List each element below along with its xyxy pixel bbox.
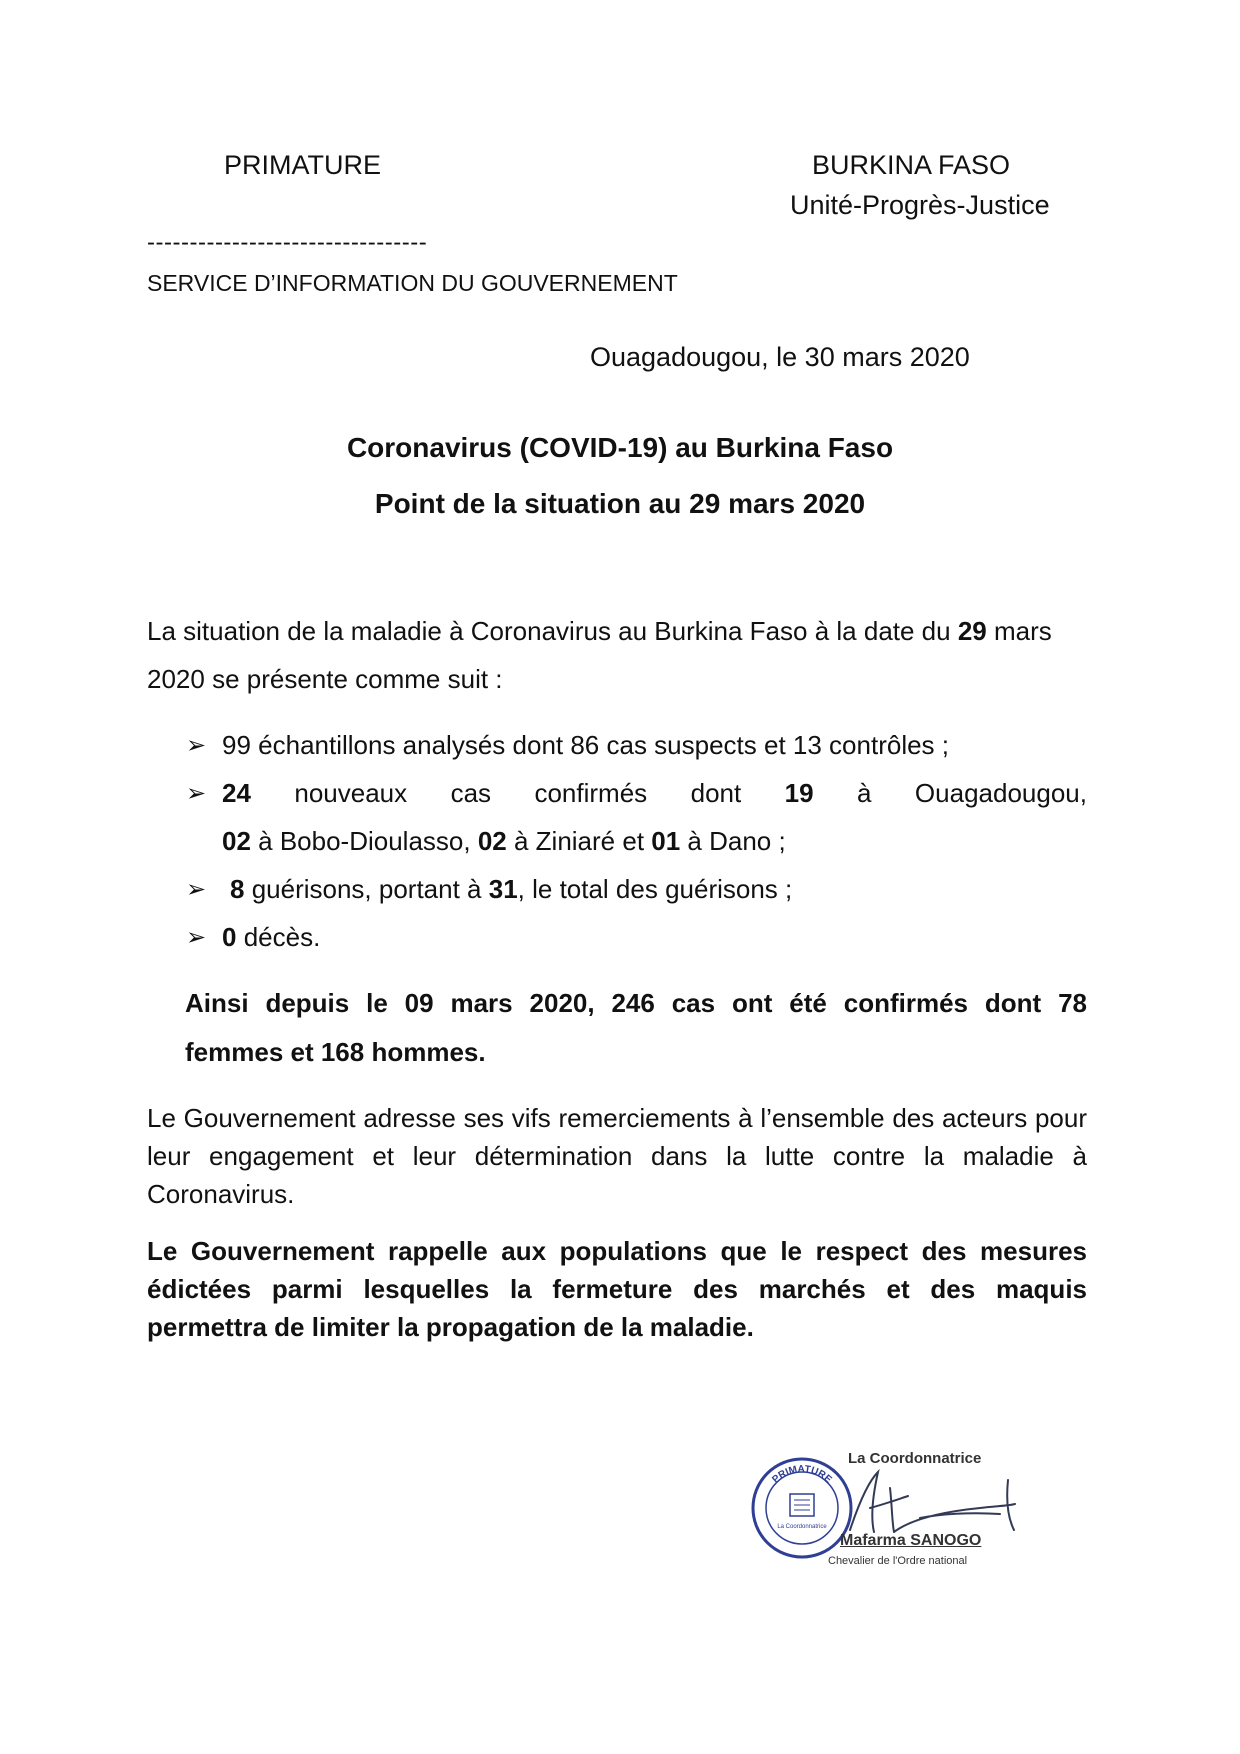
bullet-deaths xyxy=(222,922,320,953)
reminder-line-3: permettra de limiter la propagation de la maladie. xyxy=(147,1312,754,1342)
bullet-word: nouveaux xyxy=(294,778,408,808)
deaths-count: 0 xyxy=(222,922,237,952)
date-line: Ouagadougou, le 30 mars 2020 xyxy=(590,342,970,372)
recoveries-total: 31 xyxy=(488,874,518,904)
intro-line-1 xyxy=(147,616,1087,647)
service-name: SERVICE D’INFORMATION DU GOUVERNEMENT xyxy=(147,270,678,296)
bullet-recoveries xyxy=(230,874,792,905)
thanks-line-3: Coronavirus. xyxy=(147,1179,295,1209)
bobo-cases-count: 02 xyxy=(222,826,251,856)
bullet-new-cases-line-1 xyxy=(222,778,1087,809)
bullet-arrow-icon: ➢ xyxy=(186,924,207,951)
signatory-name: Mafarma SANOGO xyxy=(840,1532,982,1549)
bullet-samples: 99 échantillons analysés dont 86 cas suspects et 13 contrôles ; xyxy=(222,730,949,760)
bullet-new-cases-line-2 xyxy=(222,826,786,857)
thanks-line-2: leur engagement et leur détermination dans la lutte contre la maladie à xyxy=(147,1141,1087,1171)
svg-text:PRIMATURE xyxy=(770,1464,834,1486)
summary-line-2: femmes et 168 hommes. xyxy=(185,1037,486,1067)
signature-block xyxy=(740,1440,1020,1590)
intro-line-2: 2020 se présente comme suit : xyxy=(147,664,503,694)
intro-text-part: La situation de la maladie à Coronavirus au Burkina Faso à la date du xyxy=(147,616,958,646)
stamp-top-text: PRIMATURE xyxy=(770,1463,834,1486)
thanks-line-1: Le Gouvernement adresse ses vifs remerciements à l’ensemble des acteurs pour xyxy=(147,1103,1087,1133)
bullet-text: à Ziniaré et xyxy=(506,826,652,856)
dano-cases-count: 01 xyxy=(651,826,681,856)
bullet-text: , le total des guérisons ; xyxy=(517,874,793,904)
country-name: BURKINA FASO xyxy=(812,150,1011,180)
bullet-arrow-icon: ➢ xyxy=(186,732,207,759)
stamp-center-text: La Coordonnatrice xyxy=(777,1524,827,1530)
bullet-text: à Dano ; xyxy=(680,826,786,856)
bullet-word: à xyxy=(857,778,872,808)
signatory-distinction: Chevalier de l'Ordre national xyxy=(828,1555,968,1567)
ouaga-cases-count: 19 xyxy=(784,778,814,808)
bullet-arrow-icon: ➢ xyxy=(186,780,207,807)
bullet-text: décès. xyxy=(236,922,321,952)
reminder-line-2: édictées parmi lesquelles la fermeture des marchés et des maquis xyxy=(147,1274,1087,1304)
intro-text-month: mars xyxy=(986,616,1052,646)
bullet-arrow-icon: ➢ xyxy=(186,876,207,903)
recoveries-count: 8 xyxy=(230,874,245,904)
header-divider: --------------------------------- xyxy=(147,229,428,256)
bullet-word: dont xyxy=(690,778,742,808)
bullet-word: cas xyxy=(450,778,492,808)
signatory-role: La Coordonnatrice xyxy=(848,1450,982,1467)
new-cases-count: 24 xyxy=(222,778,251,808)
ziniare-cases-count: 02 xyxy=(477,826,507,856)
bullet-text: guérisons, portant à xyxy=(244,874,489,904)
bullet-word: confirmés xyxy=(534,778,648,808)
intro-text xyxy=(147,616,1052,647)
intro-date-day: 29 xyxy=(957,616,987,646)
bullet-text: à Bobo-Dioulasso, xyxy=(250,826,478,856)
bullet-word: Ouagadougou, xyxy=(914,778,1087,808)
reminder-line-1: Le Gouvernement rappelle aux populations que le respect des mesures xyxy=(147,1236,1087,1266)
national-motto: Unité-Progrès-Justice xyxy=(790,190,1050,220)
document-subtitle: Point de la situation au 29 mars 2020 xyxy=(374,488,866,519)
left-org: PRIMATURE xyxy=(224,150,382,180)
document-title: Coronavirus (COVID-19) au Burkina Faso xyxy=(346,432,894,463)
summary-line-1: Ainsi depuis le 09 mars 2020, 246 cas ont été confirmés dont 78 xyxy=(185,988,1087,1018)
